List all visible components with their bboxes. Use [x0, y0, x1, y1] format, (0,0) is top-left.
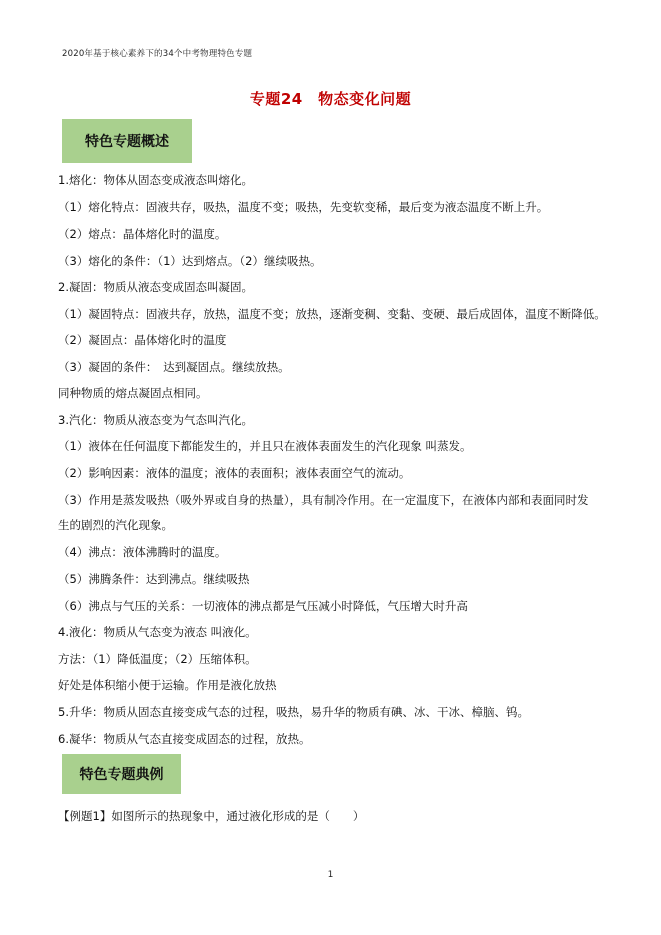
page-title: 专题24 物态变化问题: [249, 90, 412, 108]
text-line: （2）熔点：晶体熔化时的温度。: [58, 227, 227, 241]
section-banner-examples-label: 特色专题典例: [79, 767, 164, 783]
text-line: （3）凝固的条件： 达到凝固点。继续放热。: [58, 360, 290, 374]
text-line: 同种物质的熔点凝固点相同。: [58, 386, 208, 400]
text-line: 3.汽化：物质从液态变为气态叫汽化。: [58, 413, 253, 427]
text-line: （6）沸点与气压的关系：一切液体的沸点都是气压减小时降低，气压增大时升高: [58, 599, 468, 613]
text-line: （5）沸腾条件：达到沸点。继续吸热: [58, 572, 250, 586]
text-line: 4.液化：物质从气态变为液态 叫液化。: [58, 625, 257, 639]
text-line: （2）凝固点：晶体熔化时的温度: [58, 333, 227, 347]
text-line: （3）熔化的条件：（1）达到熔点。（2）继续吸热。: [58, 254, 322, 268]
text-line: （1）凝固特点：固液共存，放热，温度不变；放热，逐渐变稠、变黏、变硬、最后成固体，温度不断降低。: [58, 307, 606, 321]
text-line: （2）影响因素：液体的温度；液体的表面积；液体表面空气的流动。: [58, 466, 411, 480]
text-line: （4）沸点：液体沸腾时的温度。: [58, 545, 227, 559]
section-banner-overview: [62, 119, 192, 163]
section-banner-overview-label: 特色专题概述: [85, 134, 169, 150]
text-line: 1.熔化：物体从固态变成液态叫熔化。: [58, 173, 253, 187]
document-header: 2020年基于核心素养下的34个中考物理特色专题: [62, 49, 253, 59]
page-number: 1: [327, 870, 334, 880]
text-line: （1）熔化特点：固液共存，吸热，温度不变；吸热，先变软变稀，最后变为液态温度不断上升。: [58, 200, 549, 214]
text-line: 方法：（1）降低温度；（2）压缩体积。: [58, 652, 257, 666]
text-line: 2.凝固：物质从液态变成固态叫凝固。: [58, 280, 253, 294]
text-line: 6.凝华：物质从气态直接变成固态的过程，放热。: [58, 732, 311, 746]
text-line: （1）液体在任何温度下都能发生的，并且只在液体表面发生的汽化现象 叫蒸发。: [58, 439, 472, 453]
example-question: 【例题1】如图所示的热现象中，通过液化形成的是（ ）: [58, 809, 365, 823]
text-line: 生的剧烈的汽化现象。: [58, 518, 173, 532]
text-line: （3）作用是蒸发吸热（吸外界或自身的热量），具有制冷作用。在一定温度下，在液体内部和表面同时发: [58, 493, 589, 507]
section-banner-examples: [62, 754, 181, 794]
text-line: 好处是体积缩小便于运输。作用是液化放热: [58, 678, 277, 692]
text-line: 5.升华：物质从固态直接变成气态的过程，吸热，易升华的物质有碘、冰、干冰、樟脑、钨。: [58, 705, 529, 719]
